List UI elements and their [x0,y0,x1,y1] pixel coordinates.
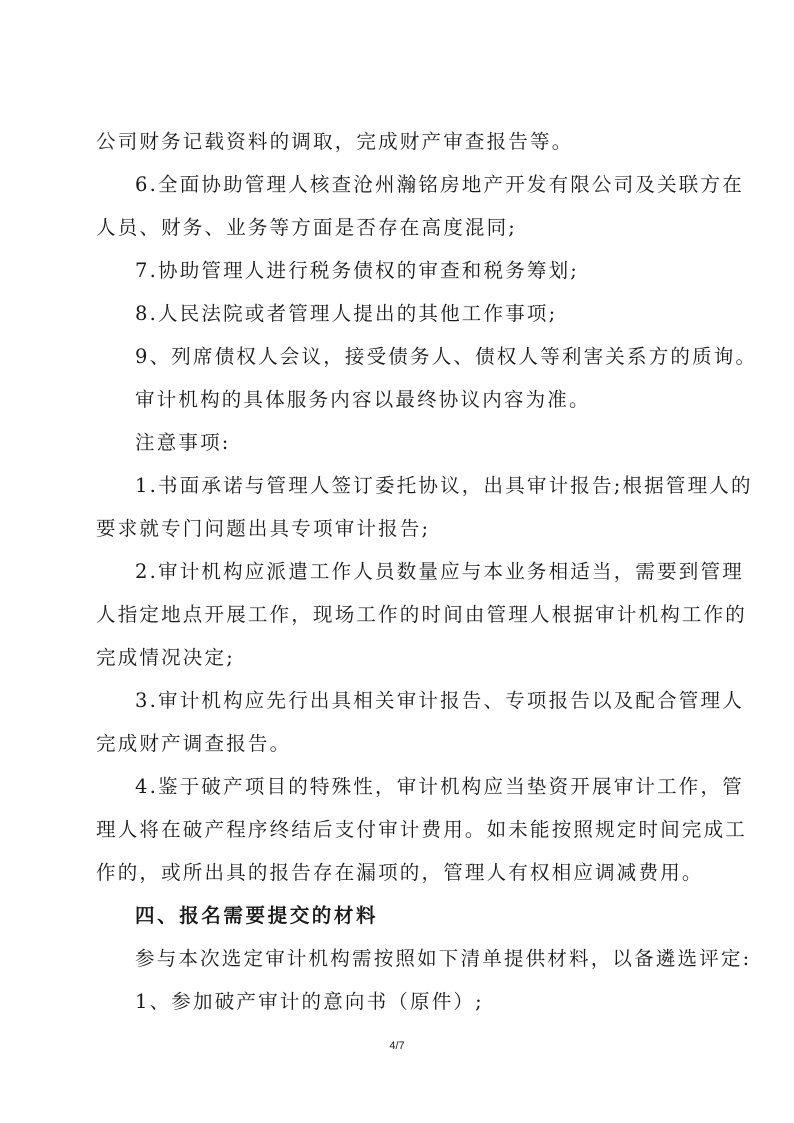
text-line-18: 作的，或所出具的报告存在漏项的，管理人有权相应调减费用。 [96,861,704,884]
text-line-5: 8.人民法院或者管理人提出的其他工作事项; [135,302,558,325]
text-line-4: 7.协助管理人进行税务债权的审查和税务筹划; [135,259,580,282]
text-line-6: 9、列席债权人会议，接受债务人、债权人等利害关系方的质询。 [135,345,758,368]
text-line-21: 1、参加破产审计的意向书（原件）; [135,990,484,1013]
text-line-14: 3.审计机构应先行出具相关审计报告、专项报告以及配合管理人 [135,689,744,712]
text-line-13: 完成情况决定; [96,646,235,669]
text-line-20: 参与本次选定审计机构需按照如下清单提供材料，以备遴选评定: [135,947,752,970]
text-line-3: 人员、财务、业务等方面是否存在高度混同; [96,216,518,239]
text-line-17: 理人将在破产程序终结后支付审计费用。如未能按照规定时间完成工 [96,818,748,841]
text-line-15: 完成财产调查报告。 [96,732,292,755]
text-line-16: 4.鉴于破产项目的特殊性，审计机构应当垫资开展审计工作，管 [135,775,744,798]
section-heading: 四、报名需要提交的材料 [135,904,379,927]
text-line-1: 公司财务记载资料的调取，完成财产审查报告等。 [96,130,574,153]
text-line-12: 人指定地点开展工作，现场工作的时间由管理人根据审计机构工作的 [96,603,748,626]
text-line-2: 6.全面协助管理人核查沧州瀚铭房地产开发有限公司及关联方在 [135,173,744,196]
text-line-11: 2.审计机构应派遣工作人员数量应与本业务相适当，需要到管理 [135,560,744,583]
text-line-7: 审计机构的具体服务内容以最终协议内容为准。 [135,388,591,411]
text-line-8: 注意事项: [135,431,231,454]
text-line-10: 要求就专门问题出具专项审计报告; [96,517,431,540]
text-line-9: 1.书面承诺与管理人签订委托协议，出具审计报告;根据管理人的 [135,474,753,497]
page-number: 4/7 [389,1040,405,1052]
